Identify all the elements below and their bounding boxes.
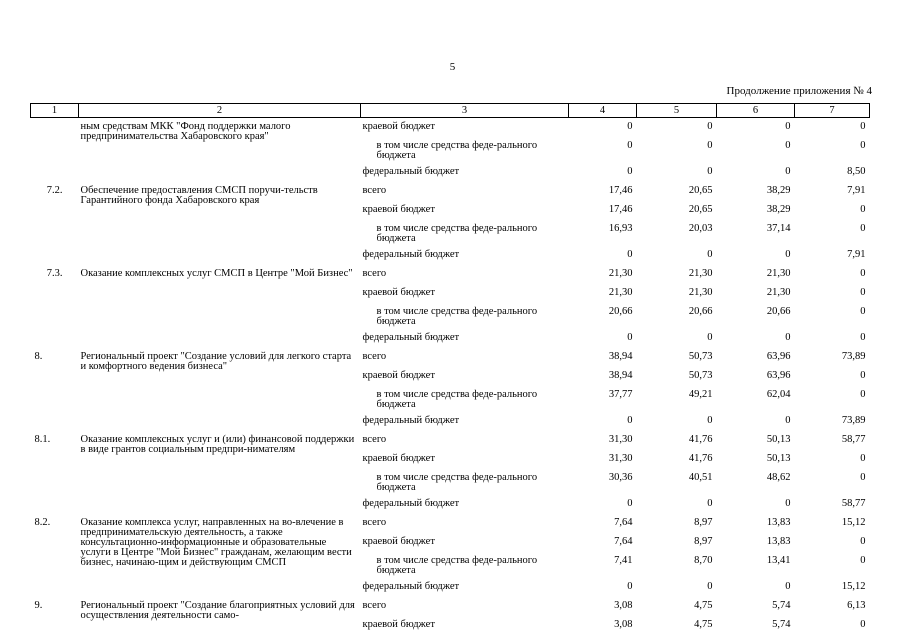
item-number: 8.: [34, 351, 43, 362]
value-cell-col-7: 0: [860, 204, 866, 215]
funding-source: федеральный бюджет: [362, 415, 460, 426]
value-cell-col-4: 31,30: [608, 453, 633, 464]
page-number: 5: [449, 61, 456, 73]
funding-source: федеральный бюджет: [362, 498, 460, 509]
value-cell-col-5: 20,66: [688, 306, 713, 317]
value-cell-col-4: 3,08: [614, 619, 633, 630]
value-cell-col-5: 20,65: [688, 185, 713, 196]
value-cell-col-7: 0: [860, 453, 866, 464]
value-cell-col-5: 20,03: [688, 223, 713, 234]
funding-source: в том числе средства феде-рального бюджета: [376, 140, 538, 161]
value-cell-col-7: 15,12: [841, 517, 866, 528]
value-cell-col-7: 7,91: [847, 249, 866, 260]
value-cell-col-6: 37,14: [766, 223, 791, 234]
value-cell-col-6: 13,41: [766, 555, 791, 566]
item-number: 8.2.: [34, 517, 51, 528]
value-cell-col-4: 0: [627, 332, 633, 343]
item-number: 8.1.: [34, 434, 51, 445]
value-cell-col-7: 0: [860, 306, 866, 317]
value-cell-col-5: 40,51: [688, 472, 713, 483]
header-cell: 4: [569, 104, 637, 118]
item-name: Оказание комплексных услуг СМСП в Центре "Мой Бизнес": [80, 268, 353, 279]
value-cell-col-5: 20,65: [688, 204, 713, 215]
value-cell-col-6: 0: [785, 498, 791, 509]
value-cell-col-4: 7,41: [614, 555, 633, 566]
funding-source: краевой бюджет: [362, 453, 435, 464]
continuation-label: Продолжение приложения № 4: [726, 85, 872, 97]
value-cell-col-5: 0: [707, 121, 713, 132]
value-cell-col-4: 0: [627, 140, 633, 151]
value-cell-col-4: 30,36: [608, 472, 633, 483]
funding-source: краевой бюджет: [362, 204, 435, 215]
value-cell-col-5: 8,70: [694, 555, 713, 566]
funding-source: краевой бюджет: [362, 619, 435, 630]
item-name: Региональный проект "Создание благоприятных условий для осуществления деятельности само-: [80, 600, 355, 621]
item-number: [31, 118, 79, 183]
funding-source: краевой бюджет: [362, 121, 435, 132]
value-cell-col-4: 7,64: [614, 517, 633, 528]
item-number: 9.: [34, 600, 43, 611]
value-cell-col-4: 3,08: [614, 600, 633, 611]
value-cell-col-7: 0: [860, 268, 866, 279]
value-cell-col-7: 15,12: [841, 581, 866, 592]
value-cell-col-6: 0: [785, 166, 791, 177]
table-row: [31, 514, 870, 533]
value-cell-col-6: 0: [785, 121, 791, 132]
funding-source: всего: [362, 434, 387, 445]
value-cell-col-4: 31,30: [608, 434, 633, 445]
funding-source: краевой бюджет: [362, 287, 435, 298]
header-cell: 3: [361, 104, 569, 118]
value-cell-col-7: 0: [860, 555, 866, 566]
value-cell-col-6: 13,83: [766, 536, 791, 547]
value-cell-col-7: 6,13: [847, 600, 866, 611]
value-cell-col-6: 0: [785, 140, 791, 151]
value-cell-col-6: 50,13: [766, 453, 791, 464]
value-cell-col-7: 73,89: [841, 351, 866, 362]
value-cell-col-5: 0: [707, 166, 713, 177]
value-cell-col-5: 50,73: [688, 351, 713, 362]
funding-source: всего: [362, 185, 387, 196]
value-cell-col-6: 38,29: [766, 204, 791, 215]
value-cell-col-5: 0: [707, 498, 713, 509]
item-name: Обеспечение предоставления СМСП поручи-тельств Гарантийного фонда Хабаровского края: [80, 185, 318, 206]
value-cell-col-4: 7,64: [614, 536, 633, 547]
item-name: Оказание комплексных услуг и (или) финансовой поддержки в виде грантов социальным предпри-нимателям: [80, 434, 355, 455]
funding-source: в том числе средства феде-рального бюджета: [376, 306, 538, 327]
item-number: 7.3.: [46, 268, 63, 279]
value-cell-col-4: 17,46: [608, 185, 633, 196]
value-cell-col-6: 38,29: [766, 185, 791, 196]
value-cell-col-7: 0: [860, 140, 866, 151]
item-number: 7.2.: [46, 185, 63, 196]
value-cell-col-7: 0: [860, 370, 866, 381]
item-name: Региональный проект "Создание условий для легкого старта и комфортного ведения бизнеса": [80, 351, 352, 372]
value-cell-col-6: 0: [785, 249, 791, 260]
appendix-table: [30, 103, 870, 635]
value-cell-col-4: 0: [627, 415, 633, 426]
funding-source: в том числе средства феде-рального бюджета: [376, 389, 538, 410]
header-cell: 1: [31, 104, 79, 118]
value-cell-col-5: 0: [707, 249, 713, 260]
header-cell: 6: [717, 104, 795, 118]
value-cell-col-5: 50,73: [688, 370, 713, 381]
value-cell-col-6: 21,30: [766, 268, 791, 279]
value-cell-col-4: 21,30: [608, 268, 633, 279]
value-cell-col-6: 5,74: [772, 619, 791, 630]
value-cell-col-6: 50,13: [766, 434, 791, 445]
value-cell-col-7: 0: [860, 472, 866, 483]
value-cell-col-6: 21,30: [766, 287, 791, 298]
funding-source: в том числе средства феде-рального бюджета: [376, 555, 538, 576]
value-cell-col-5: 21,30: [688, 287, 713, 298]
value-cell-col-5: 41,76: [688, 453, 713, 464]
value-cell-col-4: 17,46: [608, 204, 633, 215]
header-cell: 5: [637, 104, 717, 118]
value-cell-col-5: 0: [707, 415, 713, 426]
item-name: ным средствам МКК "Фонд поддержки малого предпринимательства Хабаровского края": [80, 121, 291, 142]
value-cell-col-6: 0: [785, 332, 791, 343]
funding-source: краевой бюджет: [362, 370, 435, 381]
value-cell-col-7: 0: [860, 389, 866, 400]
value-cell-col-4: 0: [627, 581, 633, 592]
value-cell-col-6: 63,96: [766, 351, 791, 362]
value-cell-col-5: 8,97: [694, 536, 713, 547]
funding-source: федеральный бюджет: [362, 332, 460, 343]
header-cell: 7: [795, 104, 870, 118]
value-cell-col-5: 49,21: [688, 389, 713, 400]
funding-source: краевой бюджет: [362, 536, 435, 547]
value-cell-col-4: 38,94: [608, 351, 633, 362]
funding-source: всего: [362, 600, 387, 611]
value-cell-col-4: 0: [627, 166, 633, 177]
value-cell-col-5: 8,97: [694, 517, 713, 528]
table-row: [31, 182, 870, 201]
value-cell-col-7: 0: [860, 619, 866, 630]
table-row: [31, 265, 870, 284]
funding-source: всего: [362, 268, 387, 279]
value-cell-col-6: 0: [785, 581, 791, 592]
value-cell-col-4: 16,93: [608, 223, 633, 234]
table-body: [31, 104, 870, 636]
value-cell-col-6: 62,04: [766, 389, 791, 400]
funding-source: федеральный бюджет: [362, 166, 460, 177]
value-cell-col-4: 21,30: [608, 287, 633, 298]
value-cell-col-4: 38,94: [608, 370, 633, 381]
value-cell-col-4: 37,77: [608, 389, 633, 400]
funding-source: федеральный бюджет: [362, 581, 460, 592]
table-row: [31, 431, 870, 450]
value-cell-col-6: 5,74: [772, 600, 791, 611]
funding-source: в том числе средства феде-рального бюджета: [376, 223, 538, 244]
item-name: Оказание комплекса услуг, направленных на во-влечение в предпринимательскую деятельность, а также консультационно-информационные и образовательные услуги в Центре "Мой Бизнес" гражданам, желающим вести бизнес, начинаю-щим и действующим СМСП: [80, 517, 352, 568]
value-cell-col-5: 41,76: [688, 434, 713, 445]
header-cell: 2: [79, 104, 361, 118]
value-cell-col-7: 8,50: [847, 166, 866, 177]
value-cell-col-7: 0: [860, 121, 866, 132]
value-cell-col-6: 13,83: [766, 517, 791, 528]
value-cell-col-7: 7,91: [847, 185, 866, 196]
value-cell-col-5: 21,30: [688, 268, 713, 279]
funding-source: в том числе средства феде-рального бюджета: [376, 472, 538, 493]
value-cell-col-7: 58,77: [841, 498, 866, 509]
value-cell-col-4: 0: [627, 249, 633, 260]
table-header-row: [31, 104, 870, 118]
funding-source: всего: [362, 517, 387, 528]
table-row: [31, 118, 870, 138]
table-row: [31, 348, 870, 367]
value-cell-col-7: 58,77: [841, 434, 866, 445]
value-cell-col-7: 0: [860, 287, 866, 298]
value-cell-col-4: 0: [627, 121, 633, 132]
value-cell-col-7: 0: [860, 332, 866, 343]
value-cell-col-7: 0: [860, 223, 866, 234]
value-cell-col-5: 4,75: [694, 600, 713, 611]
value-cell-col-6: 63,96: [766, 370, 791, 381]
value-cell-col-6: 48,62: [766, 472, 791, 483]
value-cell-col-5: 0: [707, 332, 713, 343]
value-cell-col-4: 0: [627, 498, 633, 509]
value-cell-col-5: 0: [707, 140, 713, 151]
table-row: [31, 597, 870, 616]
funding-source: всего: [362, 351, 387, 362]
value-cell-col-4: 20,66: [608, 306, 633, 317]
funding-source: федеральный бюджет: [362, 249, 460, 260]
value-cell-col-6: 0: [785, 415, 791, 426]
value-cell-col-7: 0: [860, 536, 866, 547]
value-cell-col-7: 73,89: [841, 415, 866, 426]
value-cell-col-5: 4,75: [694, 619, 713, 630]
value-cell-col-5: 0: [707, 581, 713, 592]
value-cell-col-6: 20,66: [766, 306, 791, 317]
